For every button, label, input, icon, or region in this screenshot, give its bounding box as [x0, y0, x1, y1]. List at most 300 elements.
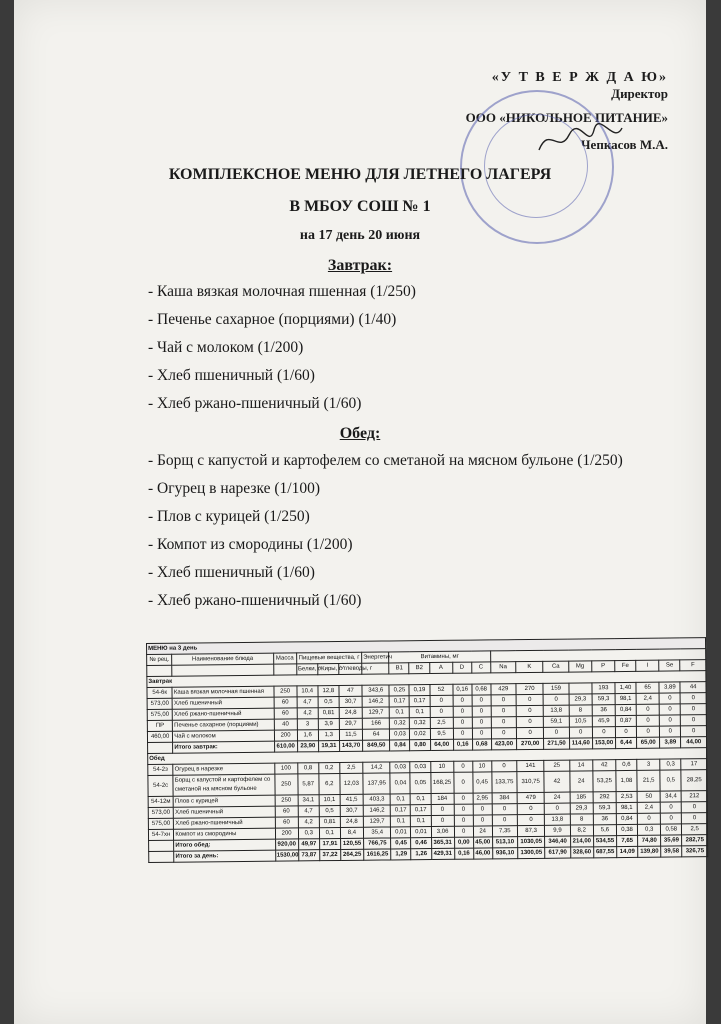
table-cell: 575,00	[148, 818, 173, 829]
table-cell: 0	[473, 815, 492, 826]
table-cell: 0	[681, 715, 707, 726]
table-cell: 0	[680, 693, 706, 704]
table-cell: 184	[431, 793, 454, 804]
approval-heading: «У Т В Е Р Ж Д А Ю»	[491, 70, 668, 85]
organization-name: ООО «НИКОЛЬНОЕ ПИТАНИЕ»	[465, 110, 668, 125]
table-cell: 271,50	[544, 738, 569, 749]
table-cell: 7,35	[492, 826, 517, 837]
table-cell: 0	[543, 694, 568, 705]
table-cell: 2,53	[616, 791, 637, 802]
table-cell: 65,00	[637, 737, 660, 748]
table-cell: 0,1	[319, 827, 340, 838]
table-cell: 0,81	[318, 707, 339, 718]
table-cell: 139,80	[638, 846, 661, 857]
nutrition-table-container	[146, 637, 708, 869]
table-cell: 60	[274, 708, 297, 719]
table-cell: 24	[544, 792, 569, 803]
table-cell: 60	[274, 697, 297, 708]
nutrition-table	[146, 637, 708, 863]
table-cell: 59,3	[592, 694, 615, 705]
table-cell: Каша вязкая молочная пшенная	[172, 686, 273, 698]
table-cell: 35,4	[363, 827, 391, 838]
table-cell: 54-6к	[147, 687, 172, 698]
table-cell: 0	[659, 693, 680, 704]
table-cell: 0	[491, 717, 516, 728]
table-cell: 29,3	[570, 803, 593, 814]
table-cell: 100	[274, 763, 297, 774]
table-cell: 1030,05	[517, 836, 545, 847]
table-cell: 54-2с	[148, 775, 174, 796]
table-cell: 30,7	[340, 805, 363, 816]
table-cell: 0	[430, 706, 453, 717]
table-cell: 766,75	[364, 838, 392, 849]
table-cell: 200	[275, 828, 298, 839]
table-cell: 24,8	[340, 816, 363, 827]
table-cell: 282,75	[682, 835, 708, 846]
table-cell: 0	[491, 728, 516, 739]
table-cell: Хлеб ржано-пшеничный	[172, 708, 273, 720]
table-header-cell: Ca	[543, 661, 568, 672]
table-cell: 0,58	[661, 824, 682, 835]
table-section-label: Завтрак	[147, 671, 706, 688]
table-header-cell	[273, 664, 296, 675]
table-cell: 0,32	[390, 718, 410, 729]
table-cell: 200	[274, 730, 297, 741]
table-header-cell: K	[516, 661, 544, 672]
table-cell: 11,5	[339, 729, 362, 740]
table-cell: 0,80	[410, 740, 430, 751]
breakfast-list	[148, 278, 416, 418]
table-cell: 0	[453, 717, 472, 728]
table-cell: 346,40	[545, 836, 570, 847]
table-cell: 12,03	[340, 773, 363, 794]
table-cell: 1,08	[616, 770, 637, 791]
table-cell: 250	[275, 795, 298, 806]
table-cell: 0	[636, 726, 659, 737]
table-cell: 270	[516, 683, 544, 694]
table-header-cell: A	[429, 662, 452, 673]
table-cell: 0	[637, 813, 660, 824]
table-cell: 0	[516, 694, 544, 705]
table-cell: 0	[636, 715, 659, 726]
table-cell: 53,25	[593, 771, 616, 792]
table-cell: 50	[637, 791, 660, 802]
table-cell: 0	[453, 761, 472, 772]
table-header-cell: Se	[659, 660, 680, 671]
table-header-cell: Наименование блюда	[172, 653, 273, 665]
table-cell: 3,06	[431, 826, 454, 837]
table-cell: 137,95	[363, 773, 391, 794]
table-cell: 28,25	[681, 770, 707, 791]
table-cell: 9,5	[430, 728, 453, 739]
list-item: - Печенье сахарное (порциями) (1/40)	[148, 311, 397, 328]
table-cell: 1616,25	[364, 849, 392, 860]
table-cell: 6,2	[319, 773, 340, 794]
table-cell: 13,8	[544, 705, 569, 716]
table-cell: 1,40	[615, 682, 636, 693]
table-cell: 1300,05	[518, 847, 546, 858]
table-cell: 9,9	[545, 825, 570, 836]
table-cell: 310,75	[517, 771, 545, 792]
table-cell: 98,1	[615, 693, 636, 704]
table-cell: 0,16	[454, 848, 473, 859]
table-cell: Итого обед:	[174, 839, 275, 851]
table-cell: 0,46	[411, 838, 431, 849]
table-cell: 0,01	[411, 827, 431, 838]
table-cell: 0,16	[453, 684, 472, 695]
table-cell: 0	[472, 717, 491, 728]
table-cell: 0,45	[473, 772, 492, 793]
table-cell: 365,31	[431, 837, 454, 848]
table-cell: 0,25	[389, 685, 409, 696]
table-cell: 133,75	[492, 772, 518, 793]
breakfast-heading: Завтрак:	[327, 257, 393, 274]
table-cell: 920,00	[275, 839, 298, 850]
table-cell: 0	[454, 815, 473, 826]
table-cell: 1,6	[297, 730, 318, 741]
table-cell: 0	[615, 726, 636, 737]
table-cell: ПР	[147, 720, 172, 731]
table-cell: 73,87	[298, 850, 319, 861]
table-cell: 429	[491, 684, 516, 695]
table-cell	[569, 683, 592, 694]
table-cell: 42	[544, 771, 570, 792]
table-cell: 49,97	[298, 839, 319, 850]
table-cell: 0,01	[391, 827, 411, 838]
table-cell: 36	[592, 705, 615, 716]
table-cell: 0	[431, 804, 454, 815]
table-cell: 98,1	[616, 802, 637, 813]
table-cell: 52	[429, 684, 452, 695]
table-cell: 0	[592, 727, 615, 738]
table-cell: 60	[275, 817, 298, 828]
table-cell: 0	[659, 704, 680, 715]
table-cell: 3	[297, 719, 318, 730]
table-header-cell: № рец.	[147, 654, 172, 665]
table-cell: 0	[681, 704, 707, 715]
table-cell: 513,10	[492, 837, 517, 848]
table-header-cell: Жиры, г	[318, 663, 339, 674]
table-cell: 39,58	[661, 846, 682, 857]
list-item: - Каша вязкая молочная пшенная (1/250)	[148, 283, 416, 300]
table-cell: 0,3	[638, 824, 661, 835]
table-cell: 14	[569, 760, 592, 771]
table-cell: 403,3	[363, 794, 391, 805]
table-cell: 10,4	[297, 686, 318, 697]
table-section-label: Обед	[148, 748, 707, 765]
table-header-cell: P	[592, 661, 615, 672]
table-cell: 0,17	[391, 805, 411, 816]
table-cell: 0	[491, 761, 516, 772]
table-cell: 292	[593, 792, 616, 803]
table-cell: 34,4	[660, 791, 681, 802]
table-cell: 74,80	[638, 835, 661, 846]
table-cell: 0,02	[410, 729, 430, 740]
table-cell: 0	[660, 802, 681, 813]
table-cell: 2,4	[636, 693, 659, 704]
table-cell: 0,84	[616, 813, 637, 824]
table-header-cell: Витамины, мг	[389, 651, 490, 663]
table-cell: 129,7	[362, 707, 390, 718]
table-cell: 3,89	[659, 682, 680, 693]
table-cell: 2,95	[473, 793, 492, 804]
table-cell: 64,00	[430, 739, 453, 750]
table-cell: 2,5	[340, 762, 363, 773]
table-cell: 41,5	[340, 794, 363, 805]
table-header-cell: В2	[409, 663, 429, 674]
table-cell: 2,5	[682, 824, 708, 835]
table-cell: 13,8	[545, 814, 570, 825]
table-header-cell: Углеводы, г	[339, 663, 362, 674]
table-cell: 2,4	[637, 802, 660, 813]
table-cell: 0,19	[409, 685, 429, 696]
table-cell: 64	[362, 729, 390, 740]
table-cell: 479	[517, 792, 545, 803]
table-cell: 185	[570, 792, 593, 803]
table-cell: 0,1	[410, 707, 430, 718]
table-cell: 19,31	[318, 740, 339, 751]
table-cell: 0,17	[411, 805, 431, 816]
table-cell: 0	[517, 814, 545, 825]
list-item: - Хлеб ржано-пшеничный (1/60)	[148, 592, 362, 609]
table-cell: 36	[593, 814, 616, 825]
table-cell: 270,00	[516, 738, 544, 749]
table-cell: 0,5	[318, 696, 339, 707]
table-cell: 3,9	[318, 718, 339, 729]
table-cell: 44	[680, 682, 706, 693]
table-cell: 0	[516, 716, 544, 727]
table-cell: 0	[516, 727, 544, 738]
table-cell: 0	[453, 695, 472, 706]
table-cell: 0,1	[411, 816, 431, 827]
table-caption: МЕНЮ на 3 день	[147, 638, 706, 655]
table-cell: 936,10	[492, 848, 517, 859]
table-cell: 193	[592, 683, 615, 694]
table-cell: 0,03	[390, 729, 410, 740]
table-cell: 5,6	[593, 825, 616, 836]
table-cell: 4,7	[298, 806, 319, 817]
table-cell: 153,00	[592, 738, 615, 749]
table-cell	[148, 742, 173, 753]
table-cell: 0	[492, 815, 517, 826]
table-cell: 343,6	[362, 685, 390, 696]
table-cell: 0	[472, 695, 491, 706]
table-cell: 0,16	[453, 739, 472, 750]
table-cell: 0	[516, 705, 544, 716]
table-header-cell: Fe	[615, 660, 636, 671]
table-cell: 250	[274, 774, 297, 795]
signer-name: Чепкасов М.А.	[581, 137, 668, 152]
table-cell: 25	[544, 760, 569, 771]
table-cell: 0,5	[319, 805, 340, 816]
table-cell: 384	[492, 793, 517, 804]
approver-position: Директор	[611, 86, 668, 101]
table-cell: 0,32	[410, 718, 430, 729]
table-header-cell: C	[471, 662, 490, 673]
table-cell: Хлеб пшеничный	[172, 697, 273, 709]
school-name: В МБОУ СОШ № 1	[289, 198, 431, 215]
table-cell: 1,29	[391, 849, 411, 860]
table-cell: 0	[636, 704, 659, 715]
table-cell: 45,9	[592, 716, 615, 727]
table-cell: 0	[472, 728, 491, 739]
table-cell: 60	[275, 806, 298, 817]
table-cell: 6,44	[616, 737, 637, 748]
table-cell: 0	[454, 804, 473, 815]
table-cell: Итого за день:	[174, 850, 275, 862]
table-header-cell: Пищевые вещества, г	[296, 652, 361, 664]
table-header-cell: Na	[490, 662, 515, 673]
list-item: - Борщ с капустой и картофелем со сметаной на мясном бульоне (1/250)	[148, 452, 623, 469]
table-cell: 0	[682, 802, 708, 813]
table-cell: 8,4	[340, 827, 363, 838]
table-cell: 0,1	[391, 816, 411, 827]
table-cell: 129,7	[363, 816, 391, 827]
table-cell: 10	[430, 761, 453, 772]
table-cell	[149, 840, 174, 851]
table-cell: 10	[472, 761, 491, 772]
table-cell: 0,5	[660, 770, 681, 791]
table-cell: 24	[473, 826, 492, 837]
table-header-cell: D	[452, 662, 471, 673]
table-cell: 573,00	[148, 807, 173, 818]
table-cell: 849,50	[363, 740, 391, 751]
lunch-list	[148, 447, 623, 615]
table-cell: 17,91	[319, 838, 340, 849]
table-cell: 0	[681, 726, 707, 737]
table-cell: 4,2	[297, 708, 318, 719]
table-cell: Плов с курицей	[173, 795, 274, 807]
table-header-cell: Mg	[568, 661, 591, 672]
table-cell: 35,69	[661, 835, 682, 846]
table-cell: 534,55	[593, 836, 616, 847]
list-item: - Чай с молоком (1/200)	[148, 339, 304, 356]
table-cell: 0	[431, 815, 454, 826]
table-cell: 87,3	[517, 825, 545, 836]
table-cell: 250	[273, 686, 296, 697]
table-cell: 24,8	[339, 707, 362, 718]
handwritten-signature	[534, 120, 624, 160]
table-cell: 54-12м	[148, 796, 173, 807]
table-cell: 0,3	[298, 828, 319, 839]
table-cell: 65	[636, 682, 659, 693]
list-item: - Компот из смородины (1/200)	[148, 536, 353, 553]
table-cell: 0,6	[616, 759, 637, 770]
table-cell: 45,00	[473, 837, 492, 848]
table-cell: 0,1	[391, 794, 411, 805]
table-header-cell: В1	[389, 663, 409, 674]
table-cell: Хлеб пшеничный	[174, 806, 275, 818]
table-cell: 0,68	[472, 684, 491, 695]
table-cell: 166	[362, 718, 390, 729]
table-cell: 0	[430, 695, 453, 706]
table-cell: 573,00	[147, 698, 172, 709]
table-cell: 34,1	[298, 795, 319, 806]
table-cell: 0	[682, 813, 708, 824]
table-cell: 0	[454, 772, 473, 793]
table-cell: 326,75	[682, 846, 708, 857]
list-item: - Хлеб пшеничный (1/60)	[148, 367, 315, 384]
list-item: - Хлеб пшеничный (1/60)	[148, 564, 315, 581]
table-cell: 0	[492, 804, 517, 815]
table-cell: 0,1	[390, 707, 410, 718]
table-header-cell: F	[680, 660, 706, 671]
table-header-cell	[147, 665, 172, 676]
table-cell: 0,17	[410, 696, 430, 707]
table-cell: 2,5	[430, 717, 453, 728]
document-sheet	[14, 0, 706, 1024]
table-cell: 114,60	[569, 738, 592, 749]
table-cell: 143,70	[339, 740, 362, 751]
table-cell: 0,03	[390, 762, 410, 773]
table-cell: 212	[681, 791, 707, 802]
table-cell: 14,2	[363, 762, 391, 773]
table-cell: 0	[491, 695, 516, 706]
table-cell: 17	[681, 759, 707, 770]
table-cell: 0	[473, 804, 492, 815]
table-cell: 59,1	[544, 716, 569, 727]
table-cell: 0	[660, 715, 681, 726]
table-header-cell: Масса	[273, 653, 296, 664]
table-cell: 12,8	[318, 685, 339, 696]
table-cell: 168,25	[430, 772, 453, 793]
table-cell: Компот из смородины	[174, 828, 275, 840]
table-cell: 0	[517, 803, 545, 814]
table-cell: 8	[570, 814, 593, 825]
table-cell: 24	[570, 771, 593, 792]
table-cell: 3	[637, 759, 660, 770]
table-cell: Борщ с капустой и картофелем со сметаной на мясном бульоне	[173, 774, 274, 796]
table-cell: 40	[274, 719, 297, 730]
table-cell: 214,00	[570, 836, 593, 847]
list-item: - Плов с курицей (1/250)	[148, 508, 310, 525]
table-cell: 0	[472, 706, 491, 717]
table-header-cell: Энергетич	[362, 652, 390, 663]
table-cell: 21,5	[637, 770, 660, 791]
table-cell: 1530,00	[275, 850, 298, 861]
table-cell: 0,84	[390, 740, 410, 751]
table-cell: 0,45	[391, 838, 411, 849]
table-cell: 0,68	[472, 739, 491, 750]
table-cell: 0,2	[319, 762, 340, 773]
list-item: - Хлеб ржано-пшеничный (1/60)	[148, 395, 362, 412]
table-header-cell: Белки, г	[296, 664, 317, 675]
table-cell: 4,2	[298, 817, 319, 828]
table-cell: 0,3	[660, 759, 681, 770]
table-cell: 0,04	[390, 773, 410, 794]
table-cell: 23,90	[297, 741, 318, 752]
table-cell: 3,89	[660, 737, 681, 748]
table-cell: 5,87	[298, 774, 319, 795]
table-cell: 0	[453, 706, 472, 717]
table-cell: 617,90	[545, 847, 570, 858]
table-cell: 30,7	[339, 696, 362, 707]
table-cell: 54-2з	[148, 764, 173, 775]
table-cell: 0,84	[615, 704, 636, 715]
table-cell: 8,2	[570, 825, 593, 836]
table-cell: 0	[453, 728, 472, 739]
table-cell: 4,7	[297, 697, 318, 708]
table-cell: 10,5	[569, 716, 592, 727]
table-cell: 1,3	[318, 729, 339, 740]
table-cell: 0	[544, 727, 569, 738]
menu-date: на 17 день 20 июня	[299, 228, 421, 243]
menu-title: КОМПЛЕКСНОЕ МЕНЮ ДЛЯ ЛЕТНЕГО ЛАГЕРЯ	[168, 166, 552, 183]
table-cell: 0	[454, 826, 473, 837]
table-header-cell: I	[636, 660, 659, 671]
table-cell: 0,17	[390, 696, 410, 707]
table-cell: 0,1	[411, 794, 431, 805]
